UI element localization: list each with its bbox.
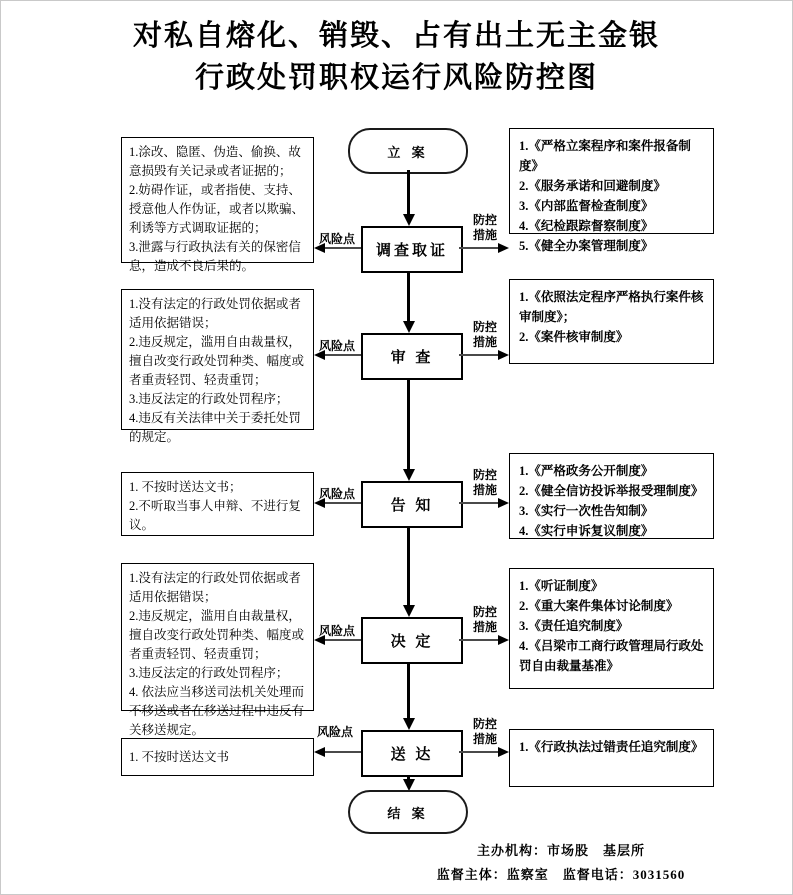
- arrow-left-icon: [314, 635, 325, 645]
- measure-box-investigation: [509, 128, 714, 253]
- arrow-right-icon: [498, 350, 509, 360]
- arrow-left-icon: [314, 747, 325, 757]
- footer: [331, 839, 791, 887]
- measure-item: 1.《行政执法过错责任追究制度》: [519, 740, 704, 754]
- risk-box-investigation: [121, 137, 314, 273]
- connector-line: [459, 354, 501, 356]
- risk-item: 1. 不按时送达文书: [129, 749, 230, 764]
- measure-item: 4.《吕梁市工商行政管理局行政处罚自由裁量基准》: [519, 639, 704, 673]
- measure-box-delivery: [509, 729, 714, 787]
- connector-line: [407, 524, 410, 605]
- risk-point-label: 风险点: [317, 725, 354, 739]
- measure-item: 2.《重大案件集体讨论制度》: [519, 599, 679, 613]
- risk-item: 2.违反规定，滥用自由裁量权，擅自改变行政处罚种类、幅度或者重责轻罚、轻责重罚；: [129, 609, 305, 661]
- measure-label: 防控 措施: [472, 468, 497, 497]
- measure-item: 1.《严格立案程序和案件报备制度》: [519, 139, 691, 173]
- page-title: [1, 15, 792, 99]
- risk-item: 1.涂改、隐匿、伪造、偷换、故意损毁有关记录或者证据的；: [129, 145, 301, 178]
- connector-line: [407, 170, 410, 214]
- arrow-right-icon: [498, 635, 509, 645]
- flow-node-label: 审 查: [390, 350, 434, 366]
- connector-line: [407, 269, 410, 321]
- measure-item: 3.《实行一次性告知制》: [519, 504, 654, 518]
- measure-item: 3.《责任追究制度》: [519, 619, 629, 633]
- risk-item: 2.违反规定，滥用自由裁量权，擅自改变行政处罚种类、幅度或者重责轻罚、轻责重罚；: [129, 335, 305, 387]
- flow-node-review: [361, 333, 463, 380]
- arrow-down-icon: [403, 214, 415, 226]
- measure-box-decision: [509, 568, 714, 689]
- risk-item: 3.违反法定的行政处罚程序；: [129, 392, 289, 406]
- flow-node-investigation: [361, 226, 463, 273]
- risk-point-label: 风险点: [319, 624, 356, 638]
- footer-supervisor: 监督主体：监察室 监督电话：3031560: [436, 867, 686, 882]
- risk-item: 1. 不按时送达文书；: [129, 480, 242, 494]
- flow-node-label: 调查取证: [375, 243, 448, 259]
- flow-end-node: [348, 790, 468, 834]
- risk-box-review: [121, 289, 314, 444]
- connector-line: [459, 502, 501, 504]
- risk-point-label: 风险点: [319, 487, 356, 501]
- risk-item: 3.违反法定的行政处罚程序；: [129, 666, 289, 680]
- measure-label: 防控 措施: [472, 605, 497, 634]
- measure-item: 1.《依照法定程序严格执行案件核审制度》；: [519, 290, 704, 324]
- risk-box-notification: [121, 472, 314, 536]
- risk-box-decision: [121, 563, 314, 737]
- connector-line: [459, 639, 501, 641]
- measure-label: 防控 措施: [472, 320, 497, 349]
- flow-node-decision: [361, 617, 463, 664]
- footer-organizer: 主办机构：市场股 基层所: [476, 843, 645, 858]
- arrow-right-icon: [498, 498, 509, 508]
- risk-box-delivery: [121, 738, 314, 776]
- flow-node-notification: [361, 481, 463, 528]
- arrow-down-icon: [403, 605, 415, 617]
- measure-item: 3.《内部监督检查制度》: [519, 199, 654, 213]
- risk-item: 2.不听取当事人申辩、不进行复议。: [129, 499, 301, 532]
- arrow-right-icon: [498, 747, 509, 757]
- risk-item: 3.泄露与行政执法有关的保密信息，造成不良后果的。: [129, 240, 301, 273]
- connector-line: [407, 376, 410, 469]
- connector-line: [459, 247, 501, 249]
- flow-end-label: 结 案: [387, 805, 429, 821]
- flow-start-label: 立 案: [387, 144, 429, 160]
- arrow-right-icon: [498, 243, 509, 253]
- arrow-left-icon: [314, 243, 325, 253]
- measure-item: 4.《实行申诉复议制度》: [519, 524, 654, 538]
- risk-item: 4.违反有关法律中关于委托处罚的规定。: [129, 411, 301, 444]
- arrow-down-icon: [403, 718, 415, 730]
- measure-item: 1.《严格政务公开制度》: [519, 464, 654, 478]
- flow-node-label: 送 达: [390, 747, 434, 763]
- page-title-line1: 对私自熔化、销毁、占有出土无主金银: [132, 20, 660, 52]
- risk-item: 1.没有法定的行政处罚依据或者适用依据错误；: [129, 297, 301, 330]
- flow-node-delivery: [361, 730, 463, 777]
- measure-item: 5.《健全办案管理制度》: [519, 239, 654, 253]
- page-title-line2: 行政处罚职权运行风险防控图: [194, 62, 598, 94]
- measure-label: 防控 措施: [472, 717, 497, 746]
- measure-label: 防控 措施: [472, 213, 497, 242]
- arrow-down-icon: [403, 469, 415, 481]
- measure-item: 2.《服务承诺和回避制度》: [519, 179, 666, 193]
- measure-item: 1.《听证制度》: [519, 579, 604, 593]
- measure-box-review: [509, 279, 714, 364]
- risk-item: 4. 依法应当移送司法机关处理而不移送或者在移送过程中违反有关移送规定。: [129, 685, 305, 737]
- measure-box-notification: [509, 453, 714, 539]
- flow-node-label: 决 定: [390, 634, 434, 650]
- flow-start-node: [348, 128, 468, 174]
- measure-item: 2.《健全信访投诉举报受理制度》: [519, 484, 704, 498]
- measure-item: 2.《案件核审制度》: [519, 330, 629, 344]
- connector-line: [459, 751, 501, 753]
- risk-item: 2.妨碍作证，或者指使、支持、授意他人作伪证，或者以欺骗、利诱等方式调取证据的；: [129, 183, 305, 235]
- connector-line: [407, 660, 410, 718]
- flow-node-label: 告 知: [390, 498, 434, 514]
- risk-point-label: 风险点: [319, 232, 356, 246]
- arrow-down-icon: [403, 321, 415, 333]
- arrow-left-icon: [314, 498, 325, 508]
- measure-item: 4.《纪检跟踪督察制度》: [519, 219, 654, 233]
- risk-item: 1.没有法定的行政处罚依据或者适用依据错误；: [129, 571, 301, 604]
- risk-point-label: 风险点: [319, 339, 356, 353]
- arrow-left-icon: [314, 350, 325, 360]
